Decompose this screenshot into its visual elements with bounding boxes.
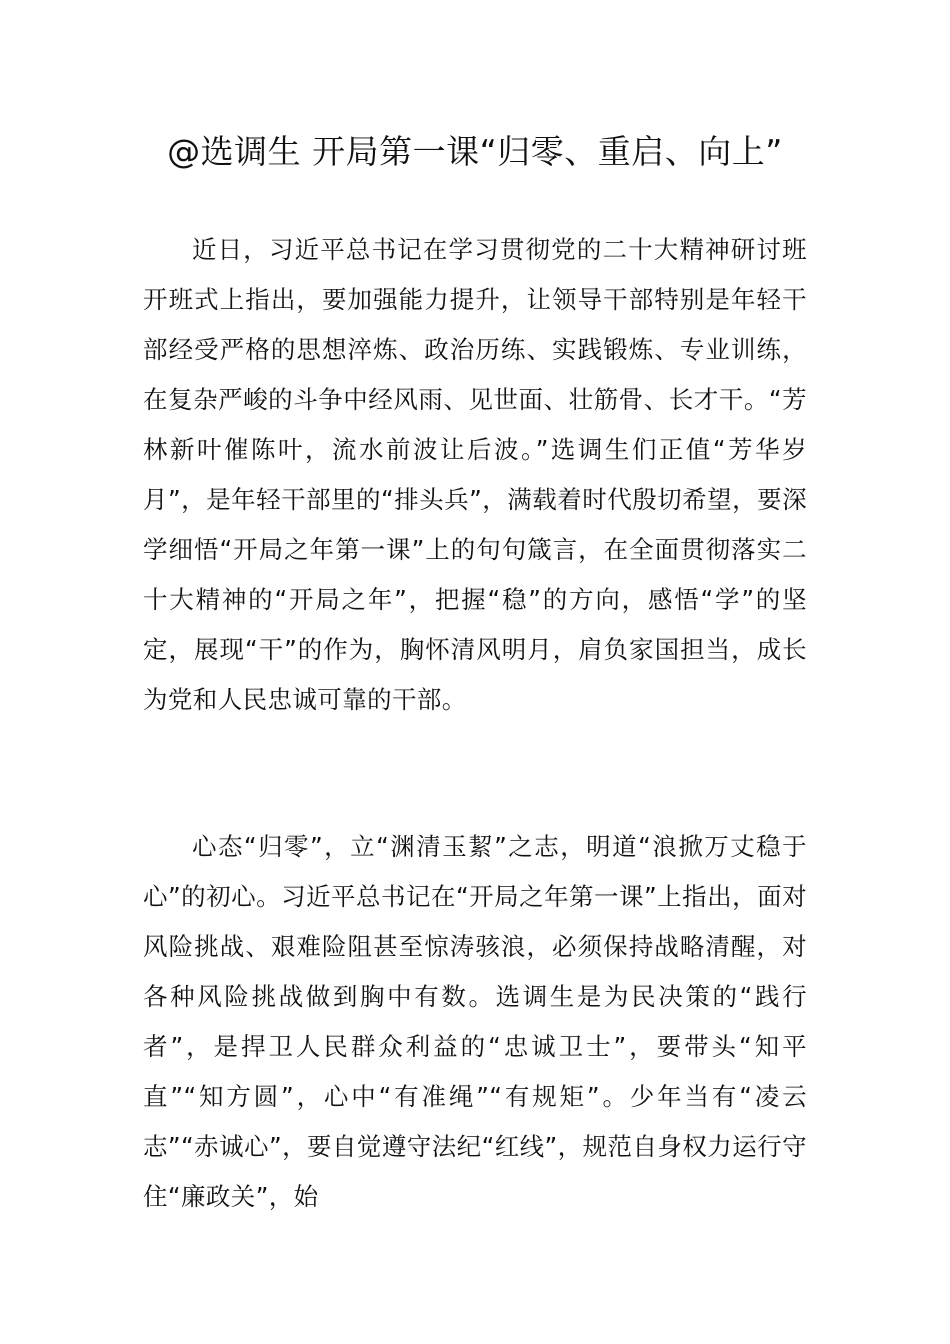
document-title: @选调生 开局第一课“归零、重启、向上”: [167, 132, 783, 171]
paragraph-2: 心态“归零”，立“渊清玉絜”之志，明道“浪掀万丈稳于心”的初心。习近平总书记在“开局之年第一课”上指出，面对风险挑战、艰难险阻甚至惊涛骇浪，必须保持战略清醒，对各种风险挑战做到胸中有数。选调生是为民决策的“践行者”，是捍卫人民群众利益的“忠诚卫士”，要带头“知平直”“知方圆”，心中“有准绳”“有规矩”。少年当有“凌云志”“赤诚心”，要自觉遵守法纪“红线”，规范自身权力运行守住“廉政关”，始: [143, 832, 807, 1211]
paragraph-1: 近日，习近平总书记在学习贯彻党的二十大精神研讨班开班式上指出，要加强能力提升，让领导干部特别是年轻干部经受严格的思想淬炼、政治历练、实践锻炼、专业训练，在复杂严峻的斗争中经风雨、见世面、壮筋骨、长才干。“芳林新叶催陈叶，流水前波让后波。”选调生们正值“芳华岁月”，是年轻干部里的“排头兵”，满载着时代殷切希望，要深学细悟“开局之年第一课”上的句句箴言，在全面贯彻落实二十大精神的“开局之年”，把握“稳”的方向，感悟“学”的坚定，展现“干”的作为，胸怀清风明月，肩负家国担当，成长为党和人民忠诚可靠的干部。: [143, 235, 807, 714]
